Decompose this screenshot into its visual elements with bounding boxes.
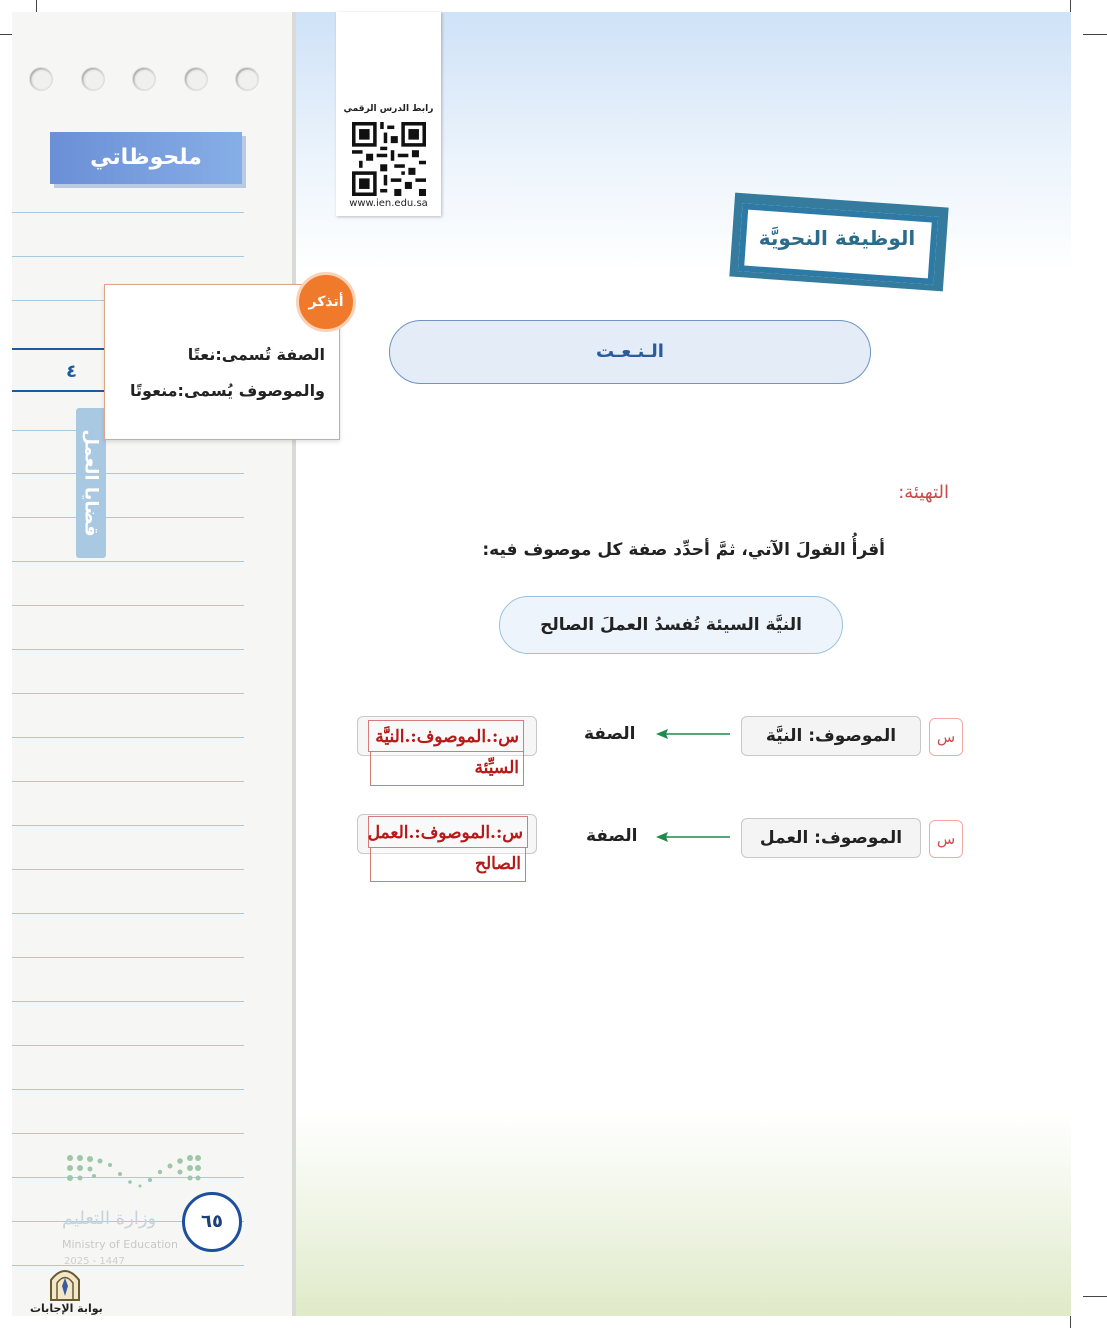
chapter-name: قضايا العمل: [80, 429, 102, 537]
note-line: [12, 517, 244, 518]
crop-mark: [1083, 34, 1107, 35]
question-marker: س: [929, 820, 963, 858]
gateway-logo-icon: [48, 1266, 82, 1302]
note-line: [12, 957, 244, 958]
described-box: الموصوف: النيَّة: [741, 716, 921, 756]
crop-mark: [1083, 1296, 1107, 1297]
binder-hole: [82, 68, 104, 90]
ministry-name: وزارة التعليم: [62, 1208, 157, 1229]
note-line: [12, 1265, 244, 1266]
adjective-label: الصفة: [586, 826, 638, 846]
described-box: الموصوف: العمل: [741, 818, 921, 858]
note-line: [12, 212, 244, 213]
binder-hole: [236, 68, 258, 90]
qr-code-icon[interactable]: [352, 122, 426, 196]
note-line: [12, 781, 244, 782]
page-number: ٦٥: [182, 1192, 242, 1252]
note-line: [12, 737, 244, 738]
instruction-text: أقرأُ القولَ الآتي، ثمَّ أحدِّد صفة كل موصوف فيه:: [482, 540, 885, 560]
note-line: [12, 1045, 244, 1046]
note-line: [12, 473, 244, 474]
note-line: [12, 256, 244, 257]
note-line: [12, 605, 244, 606]
ministry-name-en: Ministry of Education: [62, 1238, 179, 1251]
answer-text-line-2: الصالح: [370, 848, 526, 882]
note-line: [12, 1001, 244, 1002]
chapter-line: [12, 348, 108, 350]
warmup-label: التهيئة:: [898, 482, 949, 503]
lesson-title: الـنـعـت: [389, 320, 871, 384]
ministry-logo-icon: [64, 1152, 204, 1198]
arrow-left-icon: [656, 830, 732, 844]
answer-text-line-2: السيِّئة: [370, 752, 524, 786]
qr-url[interactable]: www.ien.edu.sa: [349, 198, 428, 209]
chapter-line: [12, 390, 108, 392]
answer-text-line-1: س:.الموصوف:.النيَّة: [368, 720, 524, 752]
chapter-tab: [76, 408, 106, 558]
ministry-years: 2025 - 1447: [64, 1256, 125, 1267]
note-line: [12, 825, 244, 826]
adjective-label: الصفة: [584, 724, 636, 744]
gateway-label: بوابة الإجابات: [30, 1302, 103, 1315]
binder-hole: [133, 68, 155, 90]
binder-hole: [30, 68, 52, 90]
note-line: [12, 649, 244, 650]
question-marker: س: [929, 718, 963, 756]
section-banner-title: الوظيفة النحويَّة: [758, 226, 916, 250]
remember-line-2: والموصوف يُسمى:منعوتًا: [130, 381, 325, 400]
notes-sidebar: [12, 12, 296, 1316]
answer-text-line-1: س:.الموصوف:.العمل: [368, 816, 528, 848]
note-line: [12, 1133, 244, 1134]
note-line: [12, 1089, 244, 1090]
saying-box: النيَّة السيئة تُفسدُ العملَ الصالح: [499, 596, 843, 654]
digital-lesson-card[interactable]: [336, 12, 441, 216]
chapter-number: ٤: [66, 361, 77, 382]
remember-badge: أتذكر: [296, 272, 356, 332]
note-line: [12, 693, 244, 694]
binder-hole: [185, 68, 207, 90]
note-line: [12, 869, 244, 870]
qr-caption: رابط الدرس الرقمي: [343, 104, 434, 114]
note-line: [12, 913, 244, 914]
note-line: [12, 561, 244, 562]
arrow-left-icon: [656, 727, 732, 741]
notes-title: ملحوظاتي: [50, 132, 242, 184]
remember-line-1: الصفة تُسمى:نعتًا: [187, 345, 325, 364]
